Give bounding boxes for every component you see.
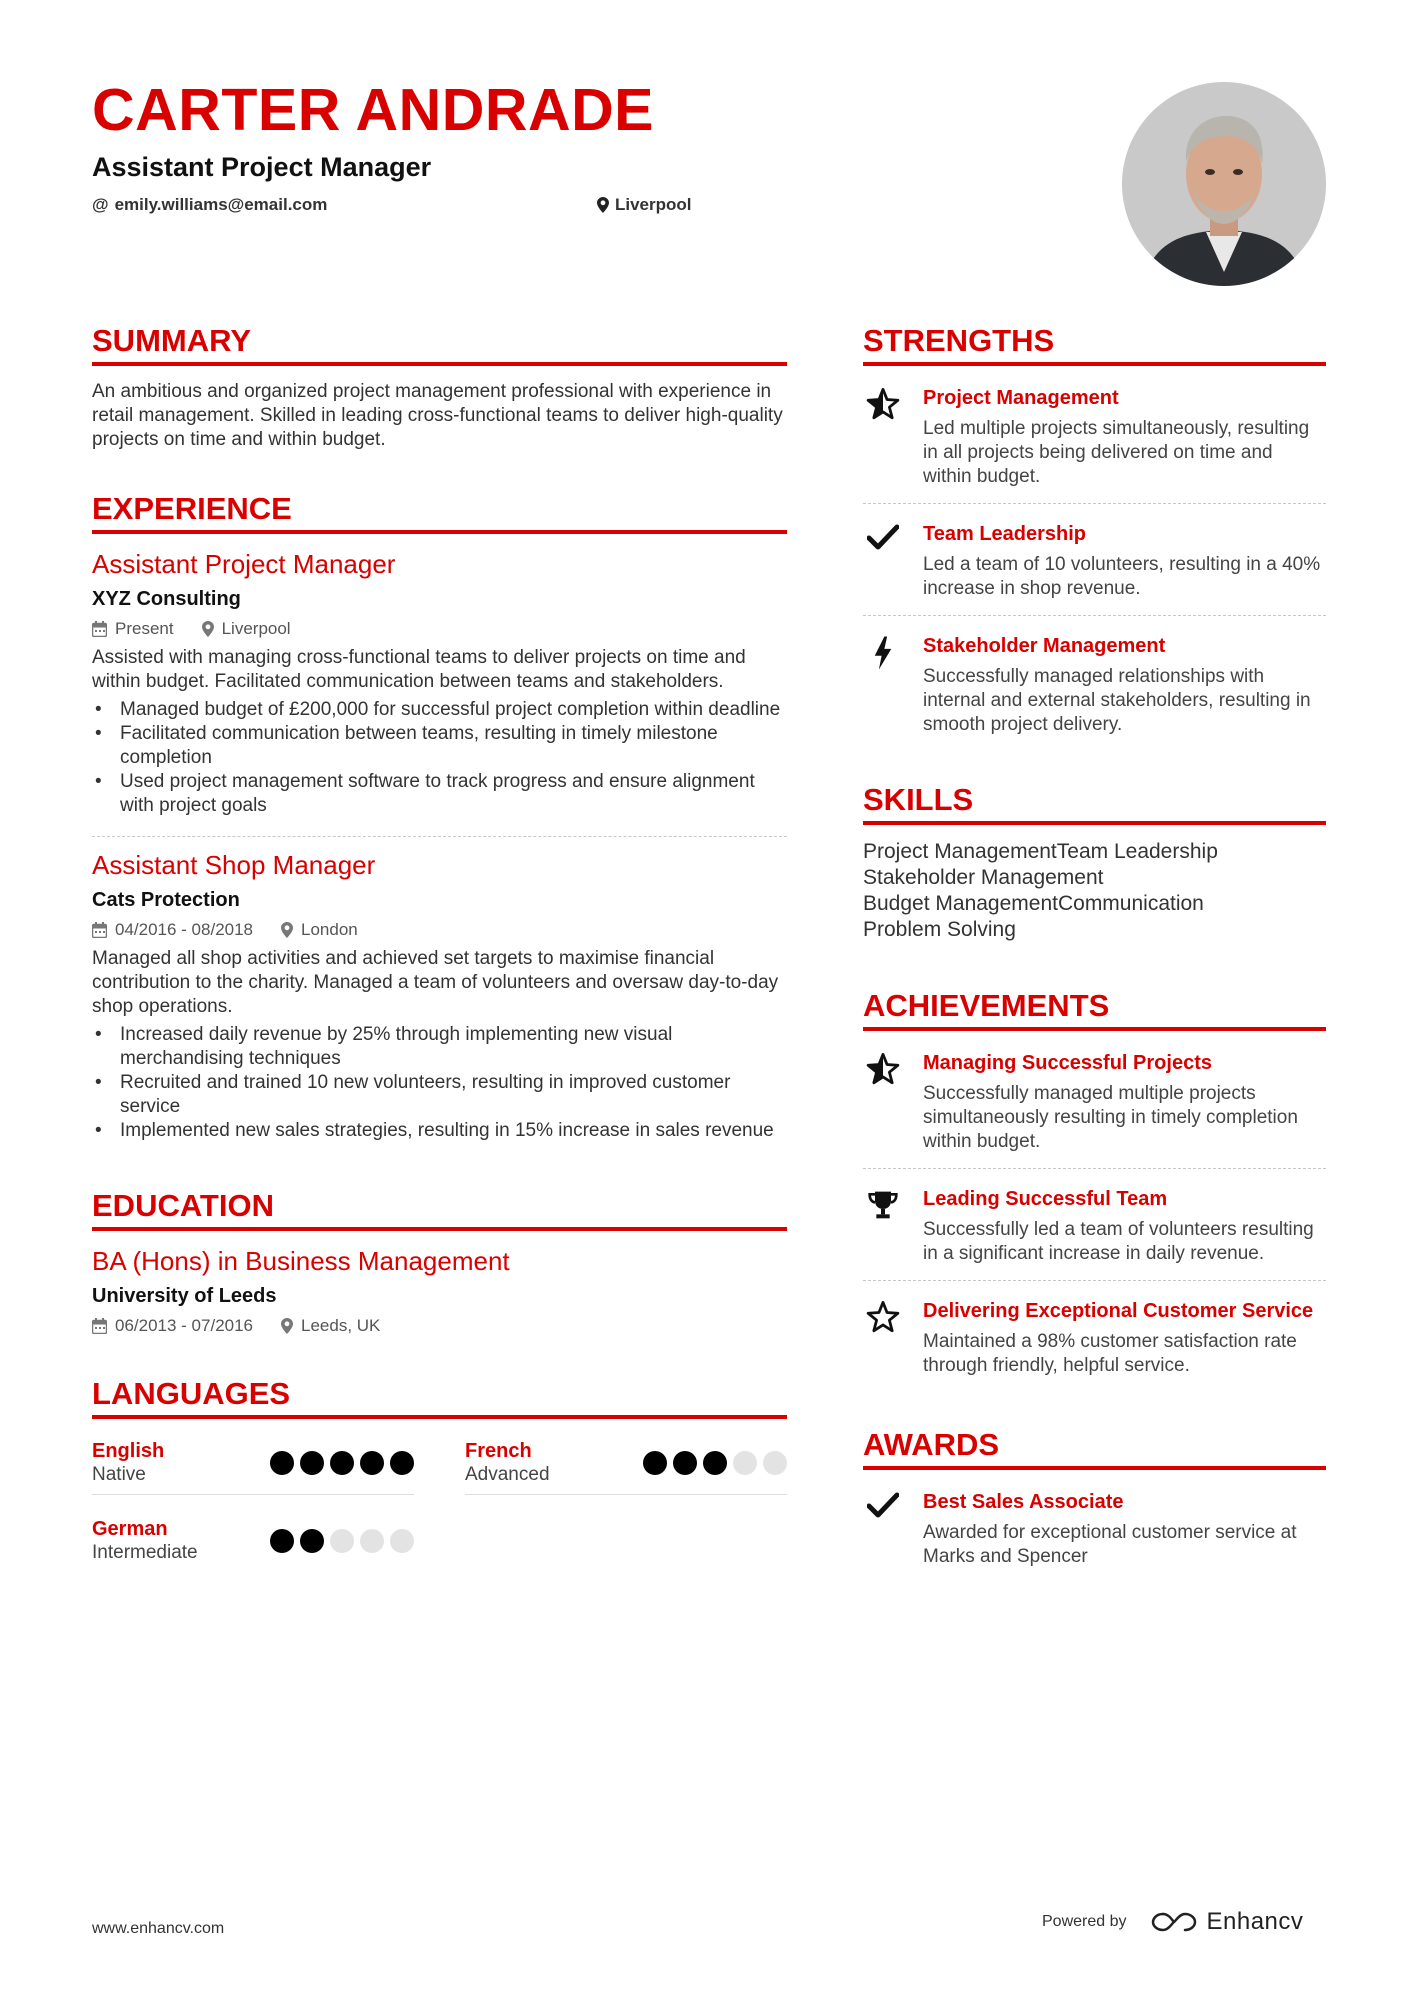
location-pin-icon: [202, 621, 214, 637]
section-heading: EDUCATION: [92, 1187, 787, 1231]
strength-item: [863, 516, 1326, 616]
calendar-icon: [92, 922, 107, 938]
enhancv-logo[interactable]: [1151, 1908, 1304, 1936]
list-item: • Used project management software to track progress and ensure alignment with project goals: [92, 770, 787, 818]
list-item: • Facilitated communication between teams, resulting in timely milestone completion: [92, 722, 787, 770]
job-bullets: [92, 1023, 787, 1143]
location-pin-icon: [597, 197, 609, 213]
skills-line: Project ManagementTeam Leadership: [863, 840, 1218, 863]
job-description: Managed all shop activities and achieved set targets to maximise financial contribution to the charity. Managed a team of volunteers and oversaw day-to-day shop operations.: [92, 948, 779, 1017]
job-entry: [92, 548, 787, 828]
education-meta: [92, 1315, 787, 1337]
calendar-icon: [92, 621, 107, 637]
right-column: [863, 322, 1326, 1621]
section-heading: SKILLS: [863, 781, 1326, 825]
strengths-section: [863, 322, 1326, 751]
company-name: XYZ Consulting: [92, 588, 241, 610]
proficiency-dot: [330, 1529, 354, 1553]
proficiency-dot: [703, 1451, 727, 1475]
resume-header: [92, 78, 1072, 215]
skills-line: Budget ManagementCommunication: [863, 892, 1204, 915]
candidate-title: Assistant Project Manager: [92, 152, 432, 182]
languages-section: [92, 1375, 787, 1589]
language-name: French: [465, 1440, 532, 1462]
footer-branding: [1042, 1908, 1303, 1936]
section-heading: SUMMARY: [92, 322, 787, 366]
job-title: Assistant Project Manager: [92, 549, 396, 579]
footer-website[interactable]: www.enhancv.com: [92, 1920, 225, 1937]
school-name: University of Leeds: [92, 1285, 277, 1307]
job-location: London: [301, 920, 358, 939]
avatar: [1122, 82, 1326, 286]
strength-item: [863, 380, 1326, 504]
job-entry: [92, 836, 787, 1153]
location-pin-icon: [281, 922, 293, 938]
strength-desc: Successfully managed relationships with internal and external stakeholders, resulting in smooth project delivery.: [923, 666, 1311, 735]
achievement-item: [863, 1045, 1326, 1169]
proficiency-dots: [270, 1451, 414, 1475]
proficiency-dot: [390, 1529, 414, 1553]
email-text: emily.williams@email.com: [114, 195, 328, 214]
star-half-icon: [866, 1053, 900, 1085]
section-heading: AWARDS: [863, 1426, 1326, 1470]
bolt-icon: [872, 636, 894, 670]
trophy-icon: [867, 1189, 899, 1221]
strength-desc: Led a team of 10 volunteers, resulting in a 40% increase in shop revenue.: [923, 554, 1321, 599]
company-name: Cats Protection: [92, 889, 240, 911]
job-bullets: [92, 698, 787, 818]
star-outline-icon: [866, 1301, 900, 1333]
job-meta: [92, 919, 787, 941]
language-item: [465, 1433, 787, 1495]
section-heading: STRENGTHS: [863, 322, 1326, 366]
strength-title: Stakeholder Management: [923, 635, 1166, 657]
proficiency-dot: [643, 1451, 667, 1475]
contact-row: [92, 195, 1072, 215]
skills-line: Problem Solving: [863, 918, 1016, 941]
award-desc: Awarded for exceptional customer service at Marks and Spencer: [923, 1522, 1297, 1567]
strength-title: Team Leadership: [923, 523, 1087, 545]
location-pin-icon: [281, 1318, 293, 1334]
proficiency-dot: [270, 1529, 294, 1553]
language-item: [92, 1511, 414, 1573]
job-title: Assistant Shop Manager: [92, 850, 376, 880]
achievement-title: Managing Successful Projects: [923, 1052, 1212, 1074]
achievement-desc: Maintained a 98% customer satisfaction rate through friendly, helpful service.: [923, 1331, 1297, 1376]
infinity-logo-icon: [1151, 1910, 1197, 1934]
achievement-item: [863, 1293, 1326, 1392]
languages-grid: [92, 1433, 787, 1589]
at-icon: @: [92, 195, 109, 214]
skills-line: Stakeholder Management: [863, 866, 1104, 889]
achievement-desc: Successfully managed multiple projects simultaneously resulting in timely completion within budget.: [923, 1083, 1298, 1152]
achievement-desc: Successfully led a team of volunteers resulting in a significant increase in daily revenue.: [923, 1219, 1314, 1264]
proficiency-dot: [270, 1451, 294, 1475]
powered-by-text: Powered by: [1042, 1913, 1127, 1930]
skills-section: [863, 781, 1326, 943]
degree-title: BA (Hons) in Business Management: [92, 1246, 510, 1276]
section-heading: LANGUAGES: [92, 1375, 787, 1419]
section-heading: ACHIEVEMENTS: [863, 987, 1326, 1031]
experience-section: [92, 490, 787, 1153]
check-icon: [867, 1492, 899, 1518]
award-title: Best Sales Associate: [923, 1491, 1124, 1513]
proficiency-dot: [673, 1451, 697, 1475]
proficiency-dot: [733, 1451, 757, 1475]
achievement-title: Leading Successful Team: [923, 1188, 1168, 1210]
achievement-title: Delivering Exceptional Customer Service: [923, 1300, 1314, 1322]
list-item: • Implemented new sales strategies, resulting in 15% increase in sales revenue: [92, 1119, 787, 1143]
language-level: Advanced: [465, 1464, 550, 1485]
proficiency-dot: [360, 1451, 384, 1475]
list-item: • Managed budget of £200,000 for successful project completion within deadline: [92, 698, 787, 722]
education-dates: 06/2013 - 07/2016: [115, 1316, 254, 1335]
candidate-name: CARTER ANDRADE: [92, 77, 655, 143]
job-location: Liverpool: [221, 619, 291, 638]
summary-text: An ambitious and organized project management professional with experience in retail management. Skilled in leading cross-functional teams to deliver high-quality projects on time and within budget.: [92, 381, 783, 450]
strength-item: [863, 628, 1326, 751]
check-icon: [867, 524, 899, 550]
proficiency-dots: [643, 1451, 787, 1475]
brand-name: Enhancv: [1206, 1908, 1304, 1935]
job-description: Assisted with managing cross-functional teams to deliver projects on time and within budget. Facilitated communication between teams and stakeholders.: [92, 647, 746, 692]
proficiency-dot: [300, 1451, 324, 1475]
star-half-icon: [866, 388, 900, 420]
calendar-icon: [92, 1318, 107, 1334]
education-location: Leeds, UK: [301, 1316, 381, 1335]
achievement-item: [863, 1181, 1326, 1281]
job-dates: 04/2016 - 08/2018: [115, 920, 254, 939]
proficiency-dot: [390, 1451, 414, 1475]
proficiency-dot: [330, 1451, 354, 1475]
language-level: Native: [92, 1464, 146, 1485]
summary-section: [92, 322, 787, 452]
proficiency-dot: [360, 1529, 384, 1553]
language-name: English: [92, 1440, 165, 1462]
proficiency-dot: [763, 1451, 787, 1475]
section-heading: EXPERIENCE: [92, 490, 787, 534]
language-level: Intermediate: [92, 1542, 198, 1563]
awards-section: [863, 1426, 1326, 1583]
job-dates: Present: [115, 619, 174, 638]
list-item: • Increased daily revenue by 25% through implementing new visual merchandising techniques: [92, 1023, 787, 1071]
contact-location: [597, 195, 692, 215]
language-name: German: [92, 1518, 168, 1540]
strength-title: Project Management: [923, 387, 1119, 409]
proficiency-dots: [270, 1529, 414, 1553]
achievements-section: [863, 987, 1326, 1392]
proficiency-dot: [300, 1529, 324, 1553]
contact-email[interactable]: [92, 195, 597, 215]
award-item: [863, 1484, 1326, 1583]
location-text: Liverpool: [615, 195, 692, 214]
list-item: • Recruited and trained 10 new volunteers, resulting in improved customer service: [92, 1071, 787, 1119]
profile-photo: [1122, 82, 1326, 286]
education-section: [92, 1187, 787, 1337]
left-column: [92, 322, 787, 1627]
job-meta: [92, 618, 787, 640]
strength-desc: Led multiple projects simultaneously, resulting in all projects being delivered on time and within budget.: [923, 418, 1310, 487]
language-item: [92, 1433, 414, 1495]
